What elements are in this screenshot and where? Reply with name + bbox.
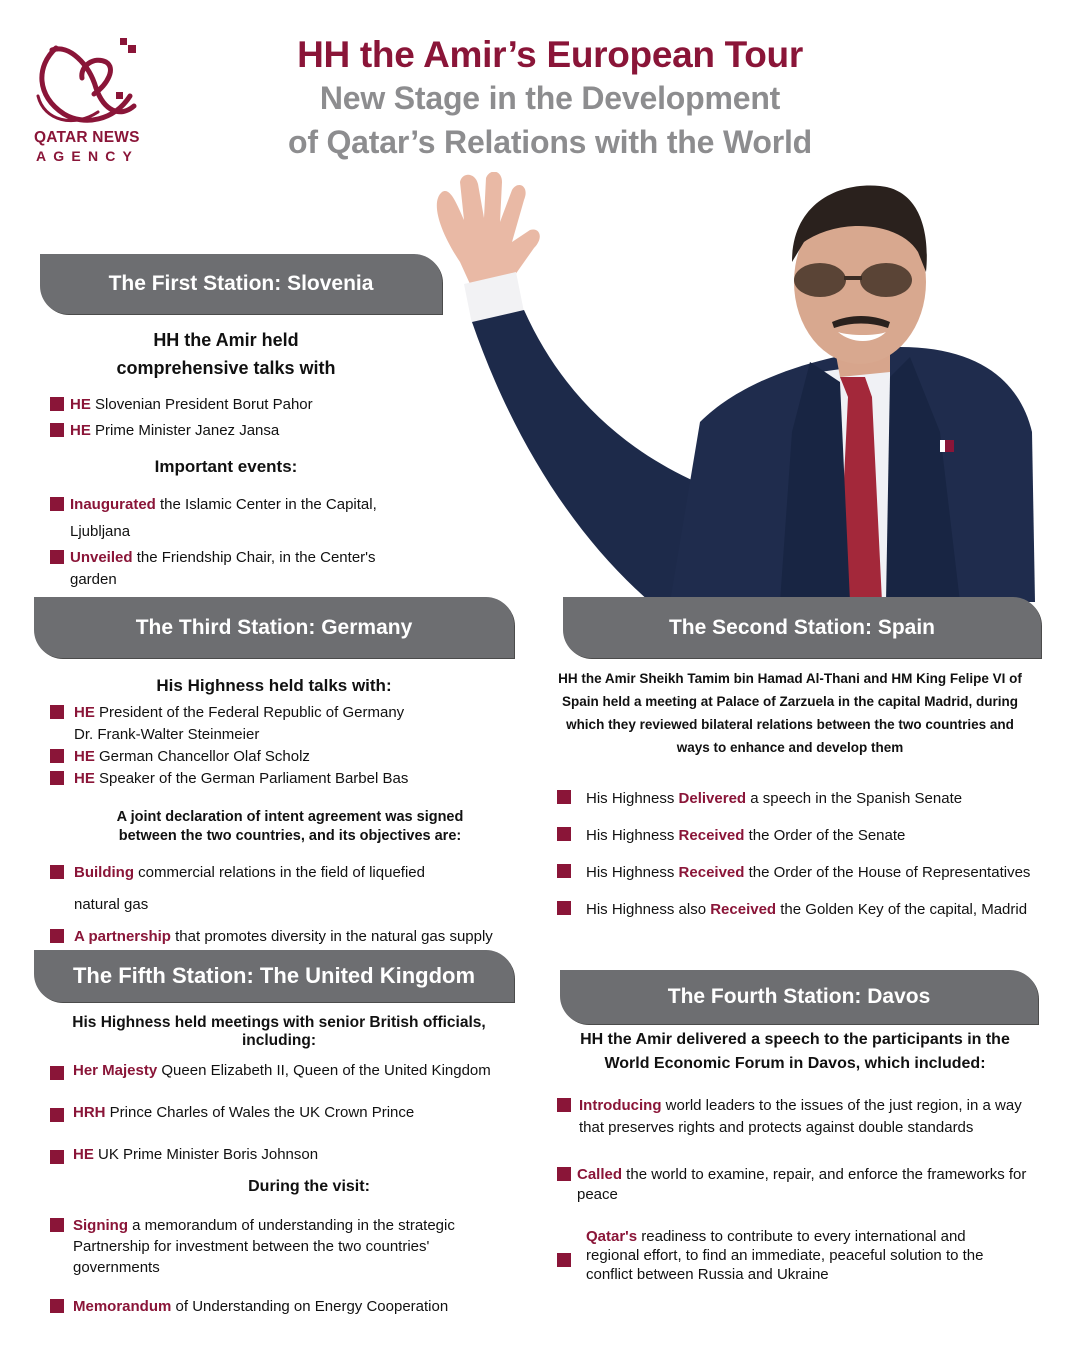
list-item: HE UK Prime Minister Boris Johnson [50,1144,530,1166]
logo-text-line2: AGENCY [36,148,140,164]
list-item: Her Majesty Queen Elizabeth II, Queen of the United Kingdom [50,1060,530,1082]
bullet-square-icon [557,1098,571,1112]
list-item: HE Slovenian President Borut Pahor [50,394,430,416]
slovenia-talks-list [50,394,430,442]
list-item: HE German Chancellor Olaf Scholz [50,746,520,768]
list-item: HE Speaker of the German Parliament Barbel Bas [50,768,520,790]
list-item: Introducing world leaders to the issues of the just region, in a way that preserves rights and protects against double standards [557,1095,1047,1139]
list-item: Inaugurated the Islamic Center in the Capital, Ljubljana [50,491,430,545]
germany-declaration: A joint declaration of intent agreement was signed between the two countries, and its objectives are: [116,809,464,844]
station-tab-uk [34,950,514,1002]
bullet-square-icon [50,1299,64,1313]
list-item: HE Prime Minister Janez Jansa [50,420,430,442]
uk-heading: His Highness held meetings with senior British officials, including: [72,1014,486,1049]
station-title-spain: The Second Station: Spain [668,615,936,639]
uk-visit-list [50,1215,530,1318]
slovenia-heading: HH the Amir held comprehensive talks with [116,330,336,378]
bullet-square-icon [50,1108,64,1122]
slovenia-events-heading: Important events: [154,457,298,476]
bullet-square-icon [50,929,64,943]
station-tab-davos [560,970,1038,1024]
list-item: His Highness Received the Order of the Senate [557,825,1047,847]
spain-paragraph: HH the Amir Sheikh Tamim bin Hamad Al-Thani and HM King Felipe VI of Spain held a meeting at Palace of Zarzuela in the capital Madrid, during which they reviewed bilateral relations between the two countries and ways to enhance and develop them [558,671,1022,755]
amir-photo [420,172,1040,602]
bullet-square-icon [50,865,64,879]
list-item: Signing a memorandum of understanding in the strategic Partnership for investment between the two countries' governments [50,1215,530,1278]
uk-visit-heading: During the visit: [248,1178,370,1195]
germany-objectives-list [50,857,520,953]
bullet-square-icon [50,1066,64,1080]
spain-items-list [557,788,1047,921]
bullet-square-icon [557,1167,571,1181]
station-tab-slovenia [40,254,442,314]
qna-emblem-icon [34,36,144,131]
list-item: HE President of the Federal Republic of Germany Dr. Frank-Walter Steinmeier [50,702,520,746]
list-item: HRH Prince Charles of Wales the UK Crown Prince [50,1102,530,1124]
list-item: Called the world to examine, repair, and enforce the frameworks for peace [557,1165,1047,1205]
station-tab-spain [563,597,1041,658]
davos-heading: HH the Amir delivered a speech to the participants in the World Economic Forum in Davos, which included: [580,1031,1010,1072]
bullet-square-icon [557,1253,571,1267]
bullet-square-icon [557,827,571,841]
list-item: Memorandum of Understanding on Energy Cooperation [50,1296,530,1318]
bullet-square-icon [50,1150,64,1164]
logo-text-line1: QATAR NEWS [34,129,140,146]
bullet-square-icon [50,705,64,719]
bullet-square-icon [557,901,571,915]
page-subtitle-line1: New Stage in the Development [319,80,781,116]
station-title-davos: The Fourth Station: Davos [667,985,931,1008]
amir-waving-illustration [420,172,1040,602]
station-title-uk: The Fifth Station: The United Kingdom [72,963,476,988]
bullet-square-icon [50,423,64,437]
germany-heading: His Highness held talks with: [156,676,392,695]
bullet-square-icon [557,790,571,804]
list-item: His Highness Received the Order of the House of Representatives [557,862,1047,884]
bullet-square-icon [50,1218,64,1232]
uk-meetings-list [50,1060,530,1166]
bullet-square-icon [50,749,64,763]
station-title-slovenia: The First Station: Slovenia [108,272,374,295]
bullet-square-icon [557,864,571,878]
list-item: Building commercial relations in the field of liquefied natural gas [50,857,520,921]
davos-items-list [557,1095,1047,1284]
page-subtitle-line2: of Qatar’s Relations with the World [287,124,813,160]
list-item: Qatar's readiness to contribute to every international and regional effort, to find an immediate, peaceful solution to the conflict between Russia and Ukraine [557,1227,1047,1284]
station-title-germany: The Third Station: Germany [135,615,413,639]
station-tab-germany [34,597,514,658]
germany-talks-list [50,702,520,790]
list-item: Unveiled the Friendship Chair, in the Center's garden [50,547,430,591]
list-item: His Highness also Received the Golden Key of the capital, Madrid [557,899,1047,921]
slovenia-events-list [50,491,430,591]
page-title: HH the Amir’s European Tour [297,34,803,75]
bullet-square-icon [50,771,64,785]
list-item: A partnership that promotes diversity in the natural gas supply [50,921,520,953]
bullet-square-icon [50,397,64,411]
bullet-square-icon [50,497,64,511]
bullet-square-icon [50,550,64,564]
list-item: His Highness Delivered a speech in the Spanish Senate [557,788,1047,810]
